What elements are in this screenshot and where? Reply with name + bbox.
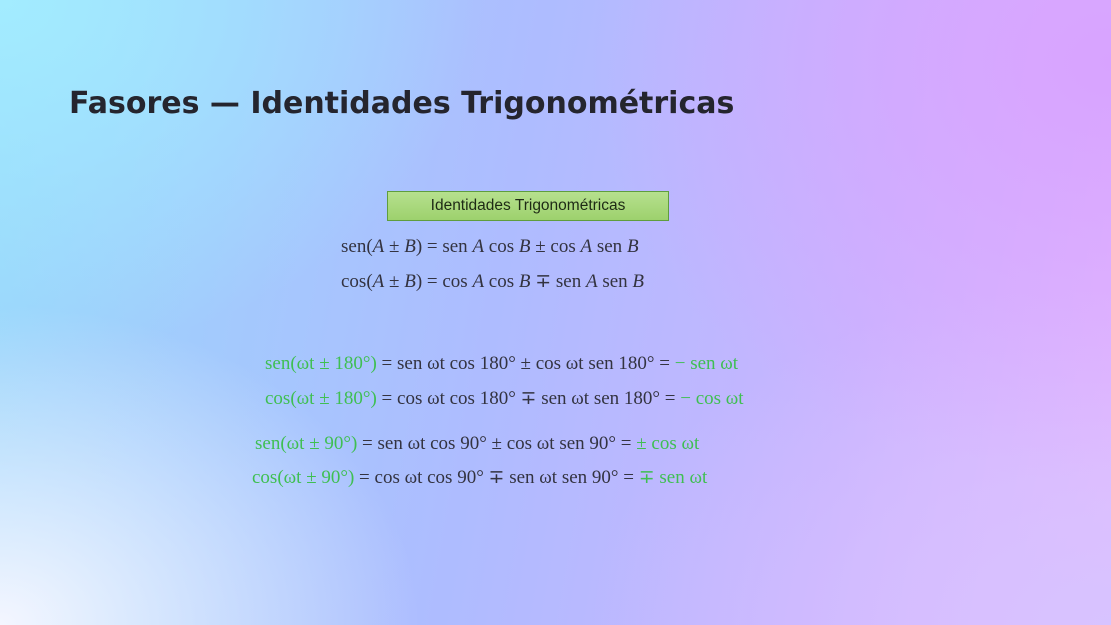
relation-cosine-180: cos(ωt ± 180°) = cos ωt cos 180° ∓ sen ωt sen 180° = − cos ωt [265,388,744,409]
relation-sine-180: sen(ωt ± 180°) = sen ωt cos 180° ± cos ωt sen 180° = − sen ωt [265,353,739,374]
identity-sine-sum: sen(A ± B) = sen A cos B ± cos A sen B [341,236,639,257]
identities-header-badge: Identidades Trigonométricas [387,191,669,221]
page-title: Fasores — Identidades Trigonométricas [69,86,735,121]
relation-cosine-90: cos(ωt ± 90°) = cos ωt cos 90° ∓ sen ωt sen 90° = ∓ sen ωt [252,467,708,488]
identity-cosine-sum: cos(A ± B) = cos A cos B ∓ sen A sen B [341,271,645,292]
relation-sine-90: sen(ωt ± 90°) = sen ωt cos 90° ± cos ωt sen 90° = ± cos ωt [255,433,700,454]
